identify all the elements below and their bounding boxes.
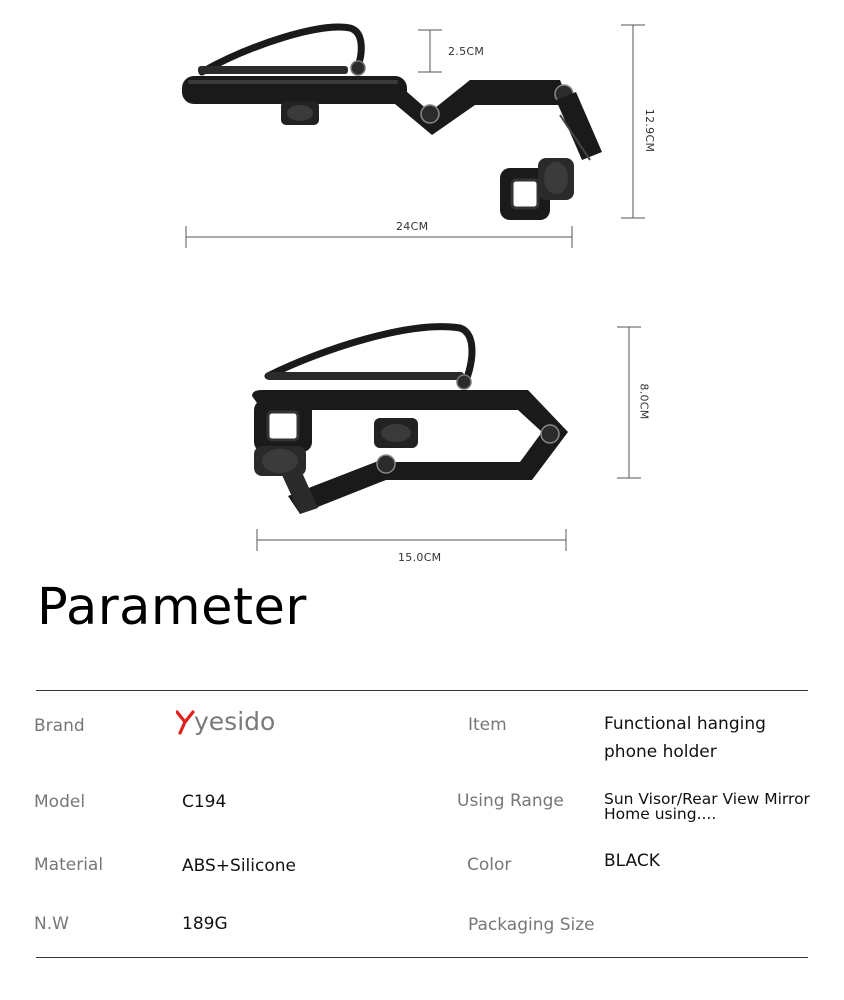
color-label: Color	[467, 855, 512, 875]
dimension-lines-bottom	[257, 327, 641, 551]
model-label: Model	[34, 792, 86, 812]
item-label: Item	[468, 715, 507, 735]
using-range-label: Using Range	[457, 791, 564, 811]
color-value: BLACK	[604, 851, 660, 871]
brand-label: Brand	[34, 716, 85, 736]
material-value: ABS+Silicone	[182, 856, 296, 876]
dim-label-clip-height: 2.5CM	[448, 45, 485, 58]
dim-label-width-folded: 15.0CM	[398, 551, 442, 564]
table-bottom-divider	[36, 957, 808, 958]
using-range-value: Sun Visor/Rear View Mirror Home using....	[604, 790, 810, 823]
model-value: C194	[182, 792, 227, 812]
section-title: Parameter	[37, 578, 307, 637]
packaging-size-label: Packaging Size	[468, 915, 595, 935]
logo-wordmark: yesido	[194, 707, 276, 736]
dim-label-width-extended: 24CM	[396, 220, 429, 233]
table-top-divider	[36, 690, 808, 691]
nw-label: N.W	[34, 914, 69, 934]
product-image-folded	[0, 300, 844, 570]
dim-label-height-folded: 8.0CM	[637, 383, 651, 420]
nw-value: 189G	[182, 914, 228, 934]
material-label: Material	[34, 855, 104, 875]
dim-label-height-extended: 12.9CM	[643, 108, 657, 153]
yesido-logo	[176, 706, 286, 736]
item-value: Functional hanging phone holder	[604, 714, 766, 762]
